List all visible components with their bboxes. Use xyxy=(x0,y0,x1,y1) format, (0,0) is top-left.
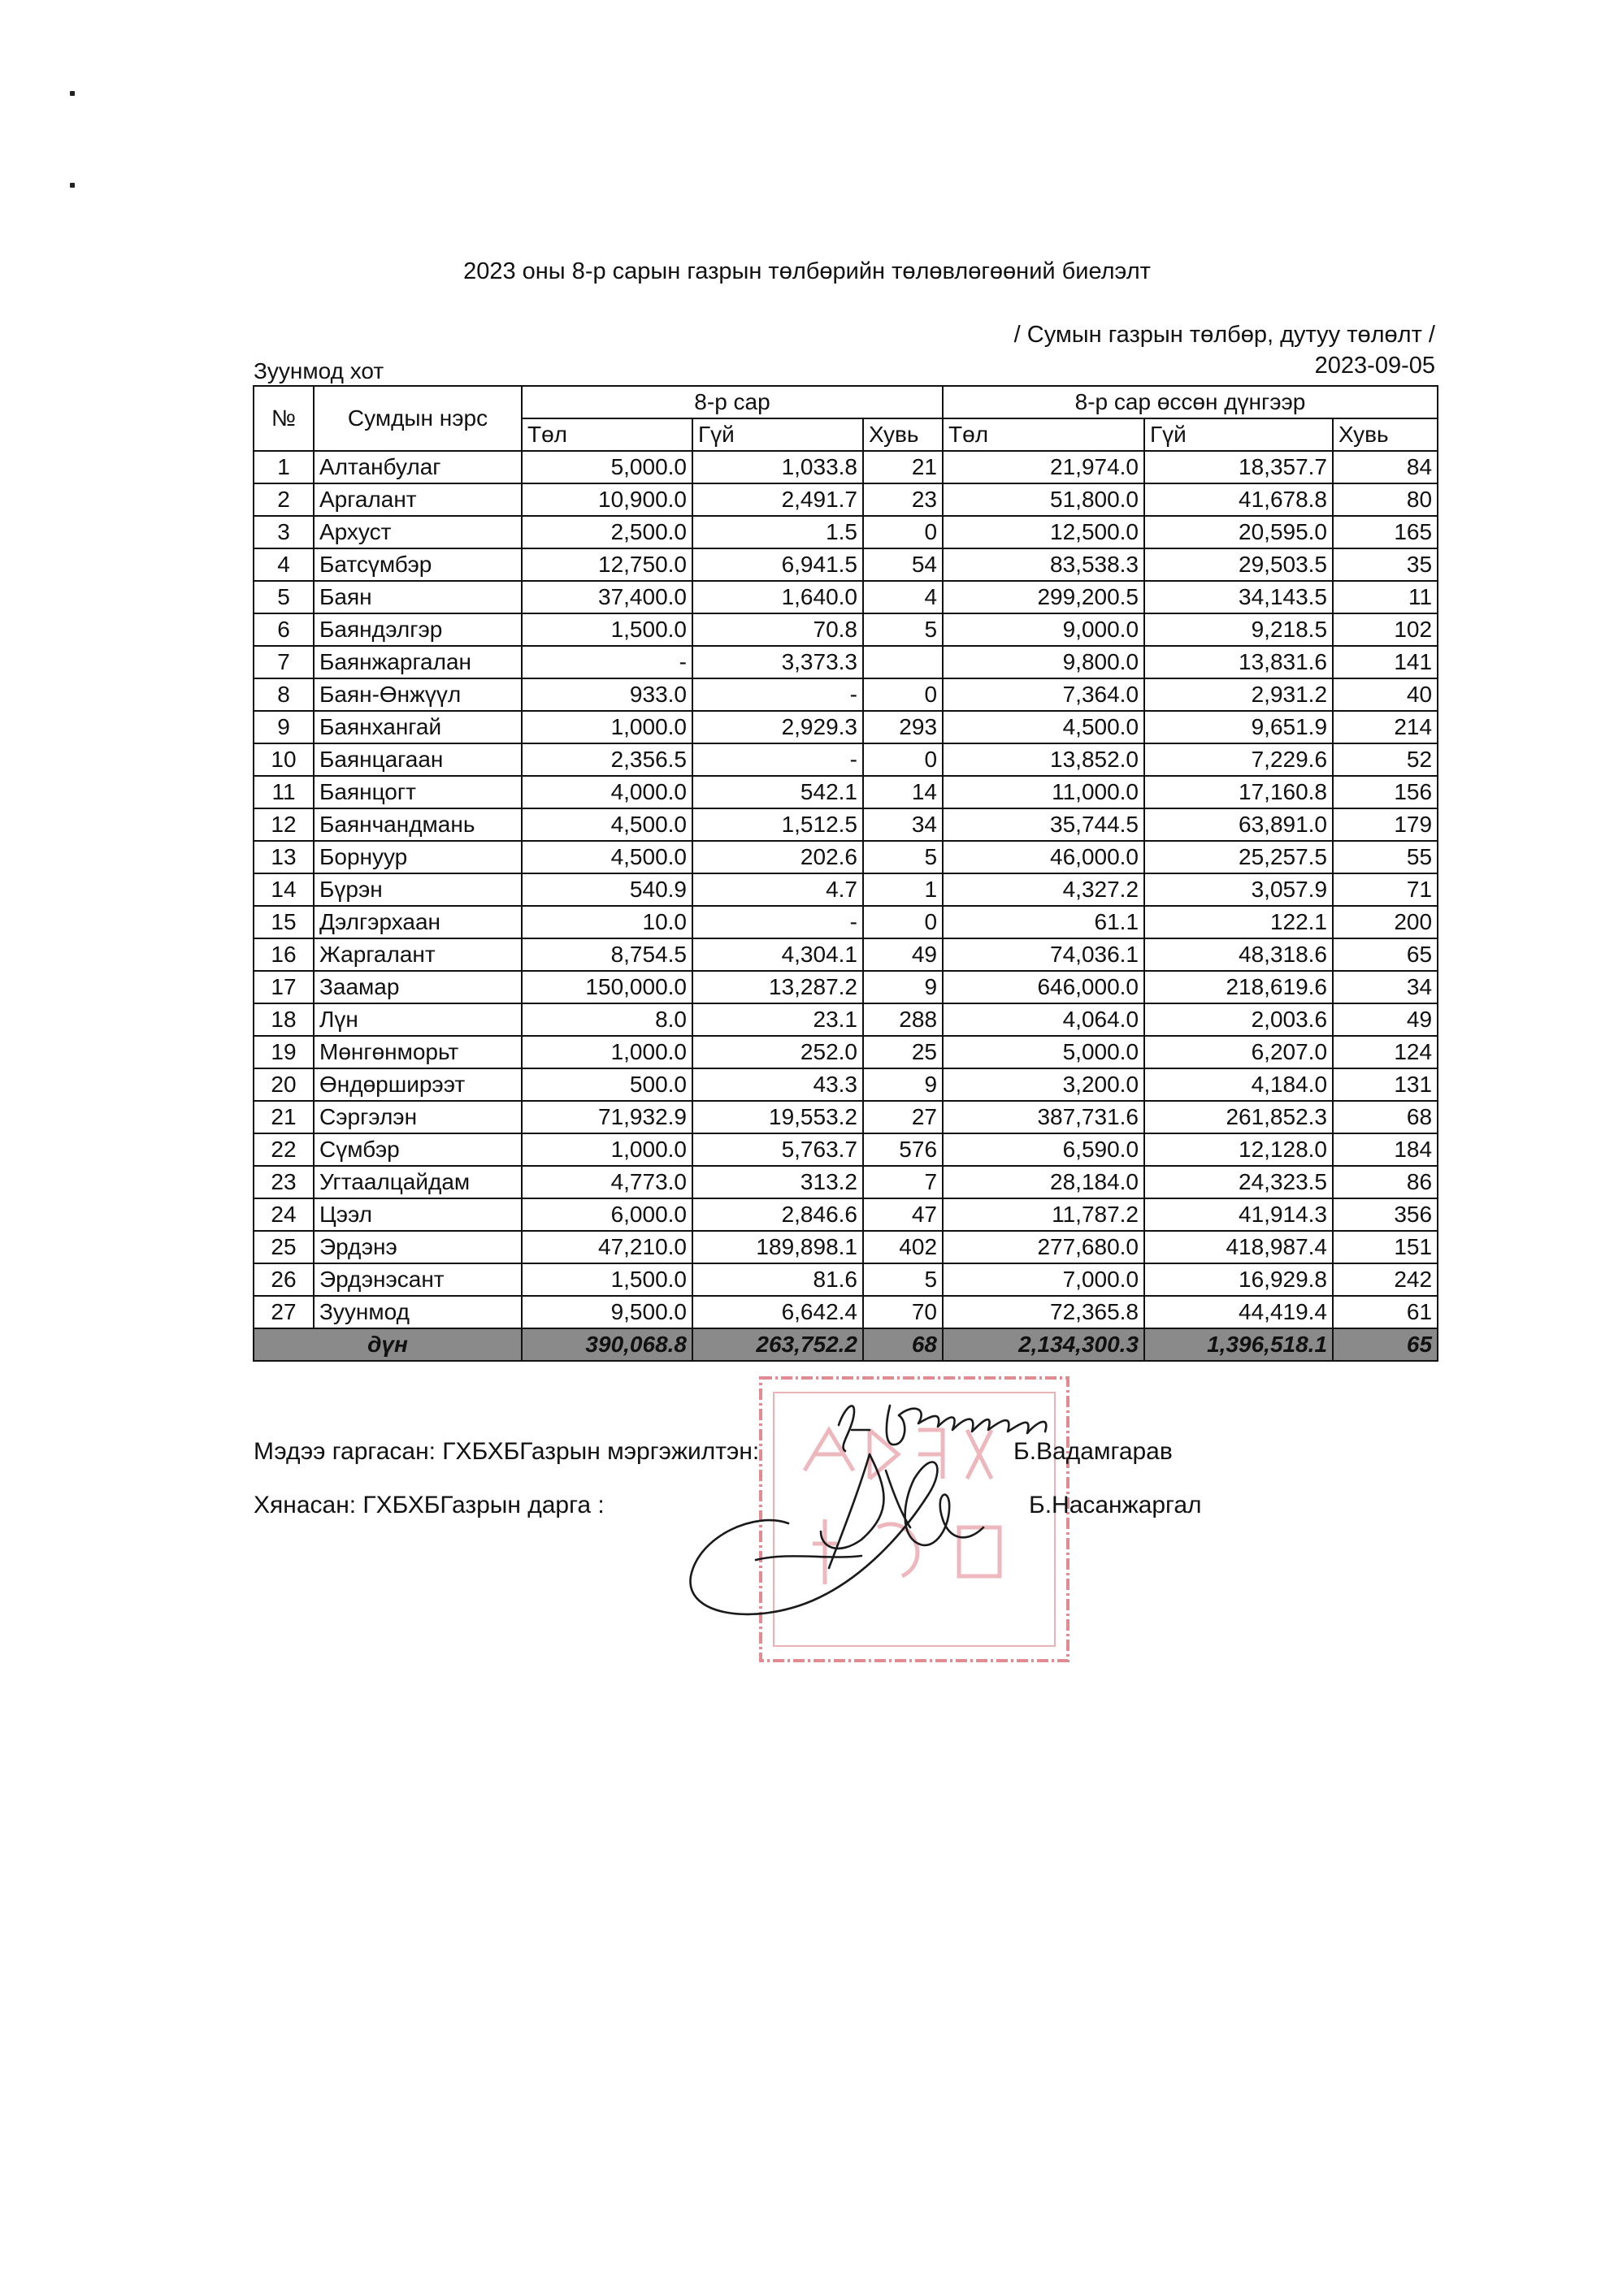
cell-cum-actual: 2,931.2 xyxy=(1144,678,1333,711)
cell-month-plan: 933.0 xyxy=(522,678,692,711)
header-month-group: 8-р сар xyxy=(522,386,943,418)
table-row xyxy=(254,1133,1438,1166)
scan-speck xyxy=(70,183,75,188)
cell-cum-pct: 61 xyxy=(1333,1296,1438,1328)
cell-no: 27 xyxy=(254,1296,314,1328)
cell-month-actual: 1,512.5 xyxy=(692,808,863,841)
total-label: дүн xyxy=(254,1328,522,1361)
header-cum-plan: Төл xyxy=(943,418,1144,451)
cell-name: Сүмбэр xyxy=(314,1133,522,1166)
header-month-actual: Гүй xyxy=(692,418,863,451)
cell-month-plan: 2,500.0 xyxy=(522,516,692,548)
cell-month-plan: 500.0 xyxy=(522,1068,692,1101)
cell-cum-pct: 52 xyxy=(1333,743,1438,776)
cell-cum-plan: 13,852.0 xyxy=(943,743,1144,776)
cell-month-pct: 47 xyxy=(863,1198,943,1231)
cell-cum-plan: 28,184.0 xyxy=(943,1166,1144,1198)
cell-month-pct: 5 xyxy=(863,613,943,646)
cell-cum-plan: 7,000.0 xyxy=(943,1263,1144,1296)
header-no: № xyxy=(254,386,314,451)
cell-cum-pct: 86 xyxy=(1333,1166,1438,1198)
cell-cum-actual: 9,651.9 xyxy=(1144,711,1333,743)
cell-no: 2 xyxy=(254,483,314,516)
cell-no: 17 xyxy=(254,971,314,1003)
table-row xyxy=(254,1068,1438,1101)
table-row xyxy=(254,646,1438,678)
cell-cum-plan: 3,200.0 xyxy=(943,1068,1144,1101)
table-row xyxy=(254,711,1438,743)
cell-no: 20 xyxy=(254,1068,314,1101)
cell-cum-plan: 387,731.6 xyxy=(943,1101,1144,1133)
table-row xyxy=(254,938,1438,971)
cell-no: 1 xyxy=(254,451,314,483)
cell-cum-plan: 21,974.0 xyxy=(943,451,1144,483)
cell-month-actual: 4,304.1 xyxy=(692,938,863,971)
cell-month-actual: 202.6 xyxy=(692,841,863,873)
cell-month-pct: 293 xyxy=(863,711,943,743)
cell-month-actual: 252.0 xyxy=(692,1036,863,1068)
cell-no: 21 xyxy=(254,1101,314,1133)
cell-name: Өндөрширээт xyxy=(314,1068,522,1101)
cell-name: Сэргэлэн xyxy=(314,1101,522,1133)
cell-month-pct: 0 xyxy=(863,906,943,938)
cell-month-actual: 189,898.1 xyxy=(692,1231,863,1263)
cell-no: 16 xyxy=(254,938,314,971)
cell-cum-plan: 277,680.0 xyxy=(943,1231,1144,1263)
scan-speck xyxy=(70,91,75,96)
total-cum-plan: 2,134,300.3 xyxy=(943,1328,1144,1361)
cell-cum-actual: 34,143.5 xyxy=(1144,581,1333,613)
cell-month-plan: 540.9 xyxy=(522,873,692,906)
cell-no: 10 xyxy=(254,743,314,776)
cell-cum-plan: 74,036.1 xyxy=(943,938,1144,971)
cell-month-actual: - xyxy=(692,678,863,711)
cell-cum-actual: 44,419.4 xyxy=(1144,1296,1333,1328)
cell-month-actual: 43.3 xyxy=(692,1068,863,1101)
table-row xyxy=(254,776,1438,808)
table-row xyxy=(254,1263,1438,1296)
cell-month-pct: 5 xyxy=(863,1263,943,1296)
total-cum-actual: 1,396,518.1 xyxy=(1144,1328,1333,1361)
table-row xyxy=(254,873,1438,906)
cell-month-actual: 5,763.7 xyxy=(692,1133,863,1166)
cell-cum-plan: 46,000.0 xyxy=(943,841,1144,873)
cell-month-pct: 25 xyxy=(863,1036,943,1068)
cell-cum-actual: 18,357.7 xyxy=(1144,451,1333,483)
header-cum-pct: Хувь xyxy=(1333,418,1438,451)
table-row xyxy=(254,743,1438,776)
cell-cum-plan: 4,327.2 xyxy=(943,873,1144,906)
cell-month-pct: 9 xyxy=(863,971,943,1003)
cell-no: 11 xyxy=(254,776,314,808)
header-row-group xyxy=(254,386,1438,418)
cell-month-plan: 12,750.0 xyxy=(522,548,692,581)
table-row xyxy=(254,678,1438,711)
cell-month-plan: 4,000.0 xyxy=(522,776,692,808)
cell-name: Баянжаргалан xyxy=(314,646,522,678)
table-row xyxy=(254,906,1438,938)
cell-month-actual: 2,846.6 xyxy=(692,1198,863,1231)
header-cum-actual: Гүй xyxy=(1144,418,1333,451)
cell-month-actual: 6,642.4 xyxy=(692,1296,863,1328)
cell-month-plan: 1,000.0 xyxy=(522,1036,692,1068)
table-row xyxy=(254,1101,1438,1133)
cell-month-pct: 4 xyxy=(863,581,943,613)
cell-cum-plan: 11,787.2 xyxy=(943,1198,1144,1231)
checked-by-label: Хянасан: ГХБХБГазрын дарга : xyxy=(254,1492,605,1518)
total-month-plan: 390,068.8 xyxy=(522,1328,692,1361)
table-row xyxy=(254,971,1438,1003)
cell-month-pct xyxy=(863,646,943,678)
cell-cum-pct: 34 xyxy=(1333,971,1438,1003)
cell-name: Заамар xyxy=(314,971,522,1003)
document-title: 2023 оны 8-р сарын газрын төлбөрийн төлөвлөгөөний биелэлт xyxy=(463,258,1151,284)
header-name: Сумдын нэрс xyxy=(314,386,522,451)
cell-no: 3 xyxy=(254,516,314,548)
cell-month-actual: 2,929.3 xyxy=(692,711,863,743)
cell-month-pct: 402 xyxy=(863,1231,943,1263)
cell-month-plan: - xyxy=(522,646,692,678)
cell-cum-pct: 35 xyxy=(1333,548,1438,581)
cell-cum-actual: 418,987.4 xyxy=(1144,1231,1333,1263)
cell-cum-actual: 12,128.0 xyxy=(1144,1133,1333,1166)
cell-cum-pct: 179 xyxy=(1333,808,1438,841)
table-row xyxy=(254,516,1438,548)
total-month-actual: 263,752.2 xyxy=(692,1328,863,1361)
cell-name: Баянцагаан xyxy=(314,743,522,776)
cell-cum-actual: 17,160.8 xyxy=(1144,776,1333,808)
cell-cum-pct: 49 xyxy=(1333,1003,1438,1036)
cell-month-pct: 9 xyxy=(863,1068,943,1101)
cell-name: Эрдэнэ xyxy=(314,1231,522,1263)
cell-month-actual: 3,373.3 xyxy=(692,646,863,678)
cell-month-pct: 34 xyxy=(863,808,943,841)
cell-month-pct: 7 xyxy=(863,1166,943,1198)
cell-month-pct: 576 xyxy=(863,1133,943,1166)
cell-name: Эрдэнэсант xyxy=(314,1263,522,1296)
cell-cum-actual: 25,257.5 xyxy=(1144,841,1333,873)
cell-month-plan: 10,900.0 xyxy=(522,483,692,516)
cell-month-pct: 0 xyxy=(863,678,943,711)
cell-cum-actual: 63,891.0 xyxy=(1144,808,1333,841)
cell-month-pct: 0 xyxy=(863,516,943,548)
cell-cum-pct: 55 xyxy=(1333,841,1438,873)
cell-cum-actual: 41,678.8 xyxy=(1144,483,1333,516)
cell-cum-plan: 299,200.5 xyxy=(943,581,1144,613)
cell-no: 5 xyxy=(254,581,314,613)
cell-month-pct: 0 xyxy=(863,743,943,776)
cell-cum-pct: 40 xyxy=(1333,678,1438,711)
cell-cum-pct: 242 xyxy=(1333,1263,1438,1296)
cell-month-pct: 54 xyxy=(863,548,943,581)
cell-cum-pct: 11 xyxy=(1333,581,1438,613)
cell-cum-actual: 6,207.0 xyxy=(1144,1036,1333,1068)
cell-name: Мөнгөнморьт xyxy=(314,1036,522,1068)
cell-month-actual: 2,491.7 xyxy=(692,483,863,516)
cell-month-actual: - xyxy=(692,743,863,776)
cell-cum-plan: 4,500.0 xyxy=(943,711,1144,743)
cell-no: 26 xyxy=(254,1263,314,1296)
total-cum-pct: 65 xyxy=(1333,1328,1438,1361)
cell-month-actual: 4.7 xyxy=(692,873,863,906)
cell-name: Алтанбулаг xyxy=(314,451,522,483)
cell-no: 13 xyxy=(254,841,314,873)
table-row xyxy=(254,1003,1438,1036)
cell-cum-actual: 16,929.8 xyxy=(1144,1263,1333,1296)
cell-month-plan: 1,500.0 xyxy=(522,613,692,646)
cell-month-actual: - xyxy=(692,906,863,938)
cell-month-actual: 13,287.2 xyxy=(692,971,863,1003)
cell-no: 18 xyxy=(254,1003,314,1036)
cell-cum-plan: 11,000.0 xyxy=(943,776,1144,808)
cell-month-pct: 49 xyxy=(863,938,943,971)
cell-cum-plan: 72,365.8 xyxy=(943,1296,1144,1328)
cell-cum-actual: 2,003.6 xyxy=(1144,1003,1333,1036)
cell-month-actual: 70.8 xyxy=(692,613,863,646)
cell-no: 8 xyxy=(254,678,314,711)
table-row xyxy=(254,1231,1438,1263)
cell-month-plan: 9,500.0 xyxy=(522,1296,692,1328)
table-row xyxy=(254,548,1438,581)
checked-by-name: Б.Насанжаргал xyxy=(1029,1492,1202,1518)
cell-month-actual: 6,941.5 xyxy=(692,548,863,581)
cell-cum-pct: 214 xyxy=(1333,711,1438,743)
land-fee-table xyxy=(253,385,1438,1362)
cell-month-pct: 21 xyxy=(863,451,943,483)
cell-month-pct: 70 xyxy=(863,1296,943,1328)
cell-month-pct: 23 xyxy=(863,483,943,516)
cell-month-plan: 47,210.0 xyxy=(522,1231,692,1263)
cell-cum-plan: 646,000.0 xyxy=(943,971,1144,1003)
cell-month-plan: 8,754.5 xyxy=(522,938,692,971)
cell-month-plan: 5,000.0 xyxy=(522,451,692,483)
cell-cum-plan: 83,538.3 xyxy=(943,548,1144,581)
cell-cum-actual: 29,503.5 xyxy=(1144,548,1333,581)
cell-month-actual: 1.5 xyxy=(692,516,863,548)
cell-no: 23 xyxy=(254,1166,314,1198)
table-row xyxy=(254,1296,1438,1328)
table-row xyxy=(254,451,1438,483)
cell-cum-plan: 6,590.0 xyxy=(943,1133,1144,1166)
cell-cum-pct: 102 xyxy=(1333,613,1438,646)
cell-cum-pct: 84 xyxy=(1333,451,1438,483)
cell-month-plan: 1,000.0 xyxy=(522,1133,692,1166)
cell-name: Баянцогт xyxy=(314,776,522,808)
cell-month-actual: 19,553.2 xyxy=(692,1101,863,1133)
cell-cum-pct: 80 xyxy=(1333,483,1438,516)
cell-name: Аргалант xyxy=(314,483,522,516)
cell-cum-plan: 12,500.0 xyxy=(943,516,1144,548)
document-place: Зуунмод хот xyxy=(254,358,384,383)
cell-month-plan: 6,000.0 xyxy=(522,1198,692,1231)
table-row xyxy=(254,808,1438,841)
cell-cum-plan: 7,364.0 xyxy=(943,678,1144,711)
cell-cum-plan: 35,744.5 xyxy=(943,808,1144,841)
cell-cum-pct: 156 xyxy=(1333,776,1438,808)
header-month-pct: Хувь xyxy=(863,418,943,451)
cell-cum-actual: 20,595.0 xyxy=(1144,516,1333,548)
table-row xyxy=(254,613,1438,646)
cell-no: 12 xyxy=(254,808,314,841)
cell-cum-pct: 200 xyxy=(1333,906,1438,938)
cell-name: Бүрэн xyxy=(314,873,522,906)
cell-no: 14 xyxy=(254,873,314,906)
cell-cum-actual: 13,831.6 xyxy=(1144,646,1333,678)
cell-cum-pct: 356 xyxy=(1333,1198,1438,1231)
cell-cum-pct: 151 xyxy=(1333,1231,1438,1263)
cell-month-plan: 1,500.0 xyxy=(522,1263,692,1296)
cell-name: Баян-Өнжүүл xyxy=(314,678,522,711)
cell-cum-pct: 124 xyxy=(1333,1036,1438,1068)
table-row xyxy=(254,1166,1438,1198)
cell-cum-plan: 51,800.0 xyxy=(943,483,1144,516)
table-row xyxy=(254,1198,1438,1231)
cell-no: 24 xyxy=(254,1198,314,1231)
cell-cum-pct: 68 xyxy=(1333,1101,1438,1133)
cell-month-plan: 150,000.0 xyxy=(522,971,692,1003)
cell-month-actual: 1,640.0 xyxy=(692,581,863,613)
cell-month-plan: 4,500.0 xyxy=(522,808,692,841)
cell-name: Баяндэлгэр xyxy=(314,613,522,646)
cell-cum-pct: 65 xyxy=(1333,938,1438,971)
cell-name: Угтаалцайдам xyxy=(314,1166,522,1198)
cell-cum-actual: 24,323.5 xyxy=(1144,1166,1333,1198)
table-row xyxy=(254,1036,1438,1068)
cell-month-pct: 288 xyxy=(863,1003,943,1036)
cell-cum-actual: 3,057.9 xyxy=(1144,873,1333,906)
cell-month-pct: 14 xyxy=(863,776,943,808)
cell-cum-actual: 122.1 xyxy=(1144,906,1333,938)
cell-month-plan: 4,500.0 xyxy=(522,841,692,873)
document-subtitle: / Сумын газрын төлбөр, дутуу төлөлт / xyxy=(1013,322,1435,348)
header-cumulative-group: 8-р сар өссөн дүнгээр xyxy=(943,386,1438,418)
document-date: 2023-09-05 xyxy=(1314,353,1435,379)
table-row xyxy=(254,841,1438,873)
cell-month-plan: 37,400.0 xyxy=(522,581,692,613)
cell-month-pct: 27 xyxy=(863,1101,943,1133)
total-row xyxy=(254,1328,1438,1361)
cell-month-actual: 1,033.8 xyxy=(692,451,863,483)
prepared-by-name: Б.Вадамгарав xyxy=(1013,1438,1173,1465)
cell-no: 9 xyxy=(254,711,314,743)
total-month-pct: 68 xyxy=(863,1328,943,1361)
cell-cum-pct: 184 xyxy=(1333,1133,1438,1166)
cell-name: Жаргалант xyxy=(314,938,522,971)
cell-month-plan: 10.0 xyxy=(522,906,692,938)
cell-cum-actual: 9,218.5 xyxy=(1144,613,1333,646)
cell-no: 22 xyxy=(254,1133,314,1166)
cell-month-actual: 542.1 xyxy=(692,776,863,808)
cell-cum-plan: 4,064.0 xyxy=(943,1003,1144,1036)
cell-month-plan: 8.0 xyxy=(522,1003,692,1036)
cell-name: Лүн xyxy=(314,1003,522,1036)
cell-month-plan: 71,932.9 xyxy=(522,1101,692,1133)
header-month-plan: Төл xyxy=(522,418,692,451)
cell-cum-pct: 71 xyxy=(1333,873,1438,906)
cell-cum-pct: 131 xyxy=(1333,1068,1438,1101)
cell-cum-pct: 141 xyxy=(1333,646,1438,678)
cell-cum-actual: 41,914.3 xyxy=(1144,1198,1333,1231)
cell-name: Баянхангай xyxy=(314,711,522,743)
cell-name: Борнуур xyxy=(314,841,522,873)
cell-no: 7 xyxy=(254,646,314,678)
cell-month-pct: 1 xyxy=(863,873,943,906)
cell-cum-plan: 9,000.0 xyxy=(943,613,1144,646)
cell-cum-plan: 5,000.0 xyxy=(943,1036,1144,1068)
cell-cum-actual: 7,229.6 xyxy=(1144,743,1333,776)
cell-no: 19 xyxy=(254,1036,314,1068)
cell-cum-actual: 261,852.3 xyxy=(1144,1101,1333,1133)
cell-month-plan: 4,773.0 xyxy=(522,1166,692,1198)
table-row xyxy=(254,581,1438,613)
cell-name: Баян xyxy=(314,581,522,613)
cell-name: Цээл xyxy=(314,1198,522,1231)
cell-name: Дэлгэрхаан xyxy=(314,906,522,938)
cell-name: Батсүмбэр xyxy=(314,548,522,581)
table-body xyxy=(254,451,1438,1328)
cell-cum-actual: 48,318.6 xyxy=(1144,938,1333,971)
cell-month-actual: 313.2 xyxy=(692,1166,863,1198)
cell-cum-pct: 165 xyxy=(1333,516,1438,548)
cell-month-pct: 5 xyxy=(863,841,943,873)
cell-cum-plan: 9,800.0 xyxy=(943,646,1144,678)
cell-month-actual: 81.6 xyxy=(692,1263,863,1296)
cell-name: Баянчандмань xyxy=(314,808,522,841)
cell-cum-plan: 61.1 xyxy=(943,906,1144,938)
cell-month-actual: 23.1 xyxy=(692,1003,863,1036)
table-row xyxy=(254,483,1438,516)
cell-name: Зуунмод xyxy=(314,1296,522,1328)
cell-no: 4 xyxy=(254,548,314,581)
cell-month-plan: 1,000.0 xyxy=(522,711,692,743)
prepared-by-label: Мэдээ гаргасан: ГХБХБГазрын мэргэжилтэн: xyxy=(254,1438,760,1465)
cell-cum-actual: 218,619.6 xyxy=(1144,971,1333,1003)
cell-cum-actual: 4,184.0 xyxy=(1144,1068,1333,1101)
cell-month-plan: 2,356.5 xyxy=(522,743,692,776)
cell-no: 15 xyxy=(254,906,314,938)
cell-no: 25 xyxy=(254,1231,314,1263)
cell-name: Архуст xyxy=(314,516,522,548)
cell-no: 6 xyxy=(254,613,314,646)
